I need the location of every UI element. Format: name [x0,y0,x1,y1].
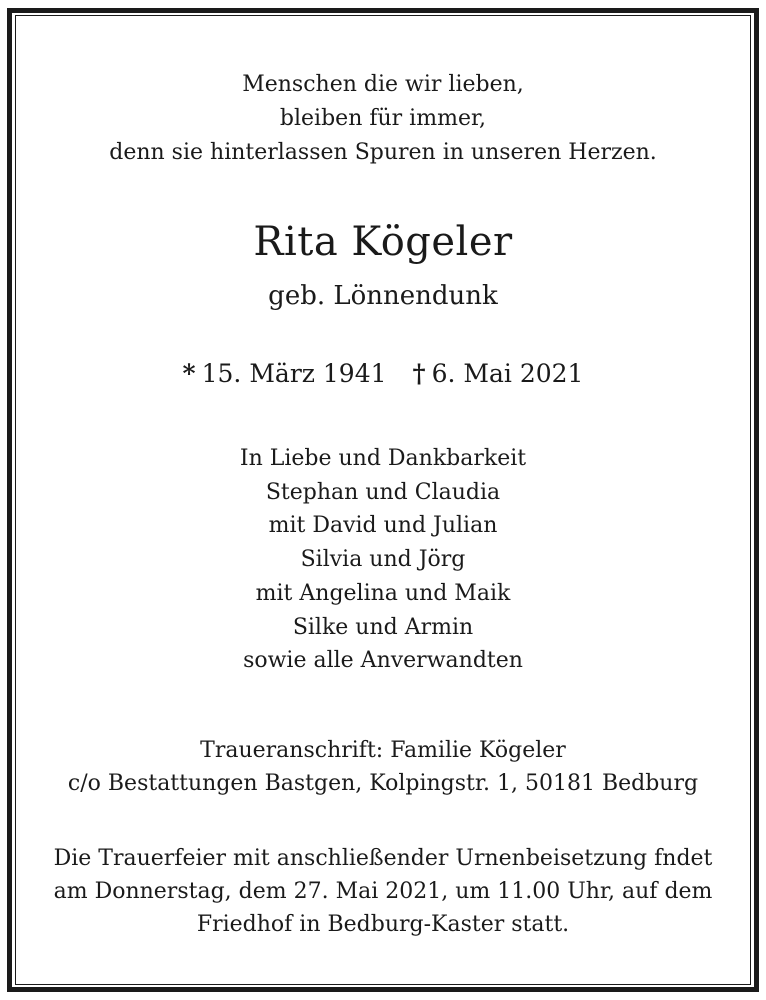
motto-line: Menschen die wir lieben, [242,72,524,97]
ceremony-line: Friedhof in Bedburg-Kaster statt. [196,912,570,937]
mourner-line: mit Angelina und Maik [255,580,511,606]
ceremony-line: Die Trauerfeier mit anschließender Urnenbeisetzung fndet [53,846,713,871]
mourner-line: mit David und Julian [268,513,498,539]
mourner-line: Silke und Armin [292,614,474,640]
death-date: 6. Mai 2021 [431,359,584,388]
mourners-list [16,442,750,678]
death-cross-icon: † [412,359,426,388]
ceremony-notice [16,842,750,941]
motto-verse [16,68,750,170]
motto-line: denn sie hinterlassen Spuren in unseren Herzen. [109,140,657,165]
mourning-address [16,734,750,800]
mourner-line: Silvia und Jörg [300,547,466,573]
address-line: Traueranschrift: Familie Kögeler [200,738,566,763]
ceremony-line: am Donnerstag, dem 27. Mai 2021, um 11.00 Uhr, auf dem [53,879,713,904]
birth-star-icon: * [182,359,196,388]
birth-name: geb. Lönnendunk [268,281,498,311]
deceased-name: Rita Kögeler [253,219,513,265]
mourner-line: Stephan und Claudia [265,479,501,505]
mourner-line: sowie alle Anverwandten [243,648,523,674]
birth-date: 15. März 1941 [201,359,387,388]
address-line: c/o Bestattungen Bastgen, Kolpingstr. 1, 50181 Bedburg [67,771,699,796]
motto-line: bleiben für immer, [279,106,487,131]
life-dates [16,356,750,392]
mourner-line: In Liebe und Dankbarkeit [239,446,527,471]
